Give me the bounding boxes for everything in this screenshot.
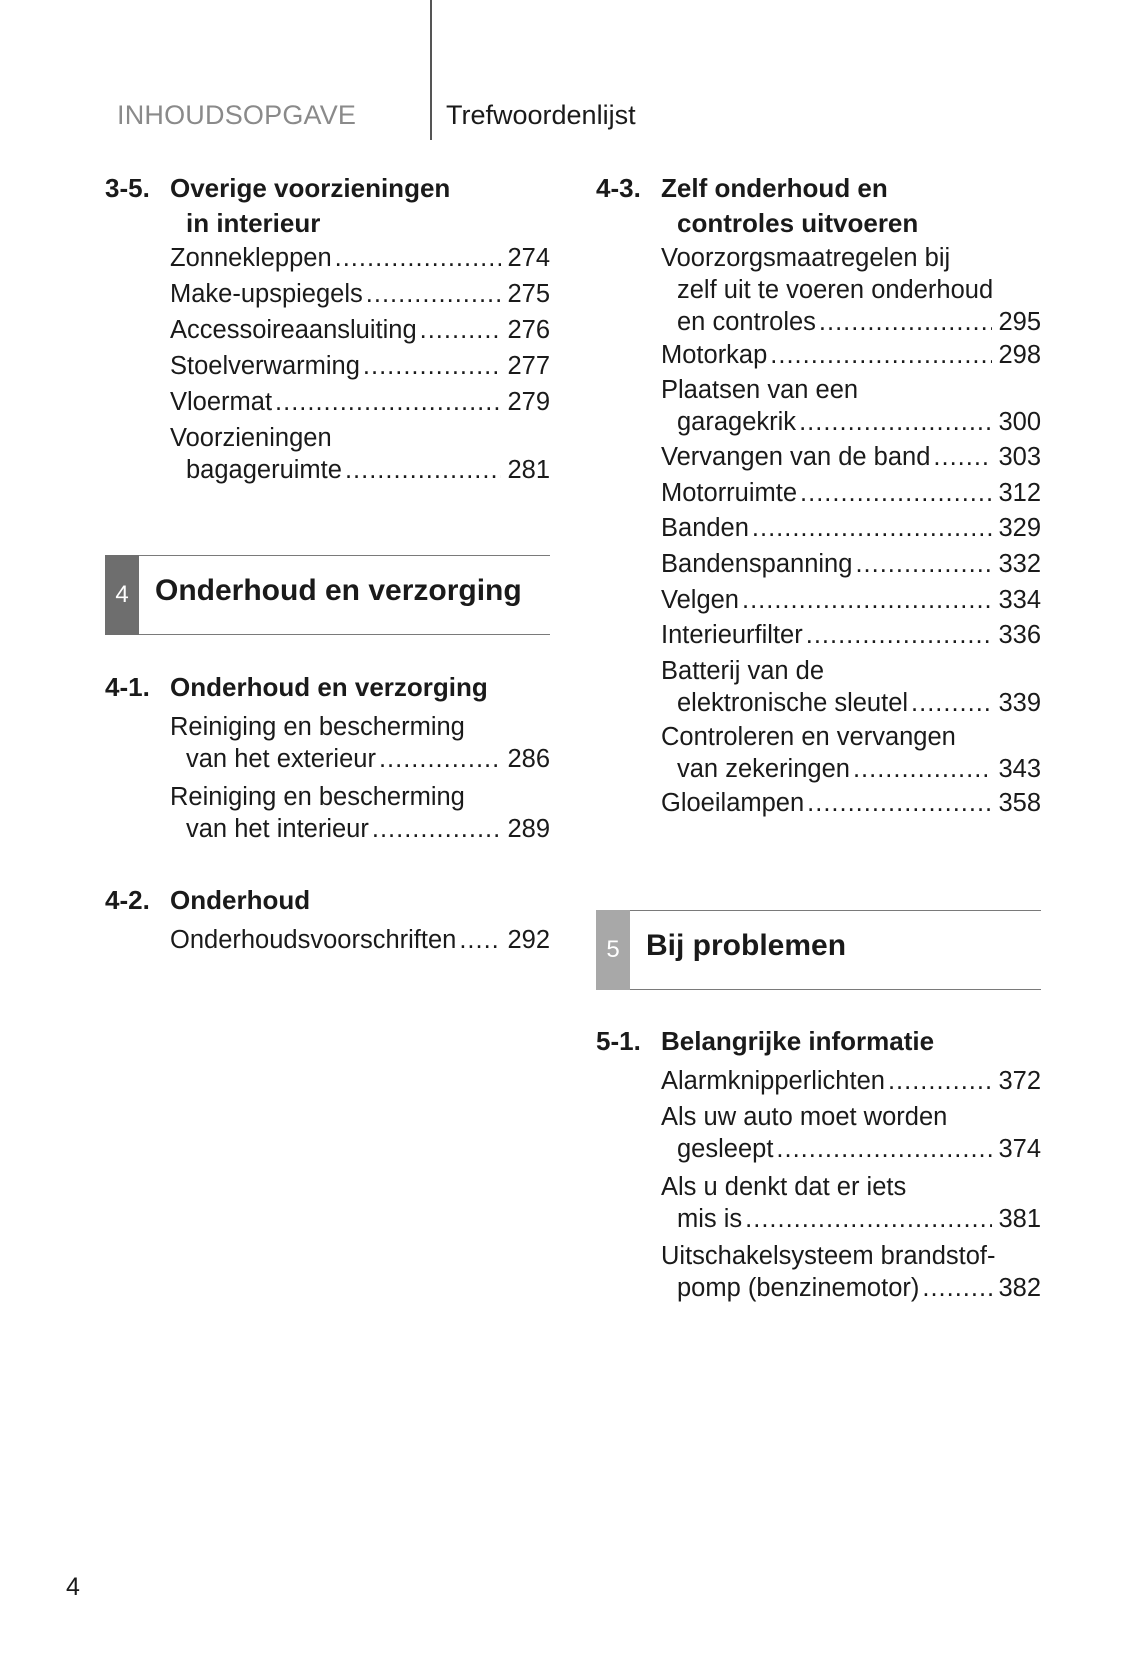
entry-label: Velgen (661, 586, 739, 614)
leader-dots (806, 619, 993, 651)
entry-page: 289 (507, 815, 550, 843)
toc-entry-mis-is[interactable] (661, 1171, 1041, 1235)
section-title-line2: in interieur (186, 208, 321, 238)
entry-label-line1: Controleren en vervangen (661, 723, 956, 751)
entry-page: 274 (507, 244, 550, 272)
entry-label-line2: zelf uit te voeren onderhoud (677, 276, 994, 304)
entry-page: 334 (998, 586, 1041, 614)
toc-entry-voorzieningen-bagageruimte[interactable] (170, 422, 550, 486)
entry-page: 381 (998, 1205, 1041, 1233)
leader-dots (366, 278, 502, 310)
leader-dots (853, 753, 993, 785)
entry-page: 300 (998, 408, 1041, 436)
entry-label-line1: Reiniging en bescherming (170, 713, 465, 741)
leader-dots (819, 306, 993, 338)
section-title: Onderhoud (170, 885, 311, 915)
entry-label-line1: Uitschakelsysteem brandstof- (661, 1242, 996, 1270)
entry-page: 312 (998, 479, 1041, 507)
entry-page: 286 (507, 745, 550, 773)
entry-page: 275 (507, 280, 550, 308)
toc-entry-stoelverwarming[interactable] (170, 350, 550, 382)
entry-page: 329 (998, 514, 1041, 542)
section-title (170, 171, 550, 241)
toc-entry-alarmknipperlichten[interactable] (661, 1065, 1041, 1097)
entry-label: van het interieur (186, 815, 369, 843)
entry-page: 358 (998, 789, 1041, 817)
leader-dots (363, 350, 502, 382)
chapter-banner-5 (596, 910, 1041, 990)
entry-label: pomp (benzinemotor) (677, 1274, 920, 1302)
entry-page: 339 (998, 689, 1041, 717)
entry-page: 276 (507, 316, 550, 344)
entry-label: van zekeringen (677, 755, 850, 783)
section-number: 4-3. (596, 173, 641, 203)
chapter-title: Onderhoud en verzorging (155, 574, 522, 607)
entry-label: gesleept (677, 1135, 774, 1163)
leader-dots (335, 242, 502, 274)
leader-dots (855, 548, 992, 580)
toc-entry-gloeilampen[interactable] (661, 787, 1041, 819)
entry-label: Make-upspiegels (170, 280, 363, 308)
toc-entry-zekeringen[interactable] (661, 721, 1041, 785)
chapter-number: 5 (596, 910, 630, 990)
page-number: 4 (66, 1573, 80, 1601)
entry-label-line1: Reiniging en bescherming (170, 783, 465, 811)
toc-entry-banden[interactable] (661, 512, 1041, 544)
section-title-line2: controles uitvoeren (677, 208, 919, 238)
leader-dots (420, 314, 502, 346)
section-number: 3-5. (105, 173, 150, 203)
entry-page: 336 (998, 621, 1041, 649)
leader-dots (345, 454, 502, 486)
entry-page: 332 (998, 550, 1041, 578)
toc-entry-onderhoudsvoorschriften[interactable] (170, 924, 550, 956)
chapter-number: 4 (105, 555, 139, 635)
header-divider (430, 0, 432, 140)
entry-label: elektronische sleutel (677, 689, 909, 717)
entry-label: Bandenspanning (661, 550, 853, 578)
entry-page: 292 (507, 926, 550, 954)
section-number: 4-2. (105, 885, 150, 915)
entry-label: Accessoireaansluiting (170, 316, 417, 344)
entry-label: van het exterieur (186, 745, 376, 773)
entry-label-line1: Als uw auto moet worden (661, 1103, 948, 1131)
entry-label: Zonnekleppen (170, 244, 332, 272)
leader-dots (911, 687, 992, 719)
toc-entry-batterij-sleutel[interactable] (661, 655, 1041, 719)
entry-page: 343 (998, 755, 1041, 783)
section-number: 5-1. (596, 1026, 641, 1056)
toc-entry-uitschakelsysteem[interactable] (661, 1240, 1041, 1304)
chapter-title: Bij problemen (646, 929, 847, 962)
toc-entry-velgen[interactable] (661, 584, 1041, 616)
toc-entry-reiniging-interieur[interactable] (170, 781, 550, 845)
leader-dots (770, 339, 992, 371)
leader-dots (799, 406, 992, 438)
entry-label-line1: Voorzorgsmaatregelen bij (661, 244, 951, 272)
entry-label: Stoelverwarming (170, 352, 360, 380)
section-title-line1: Zelf onderhoud en (661, 173, 888, 203)
toc-entry-make-upspiegels[interactable] (170, 278, 550, 310)
toc-entry-interieurfilter[interactable] (661, 619, 1041, 651)
entry-page: 303 (998, 443, 1041, 471)
leader-dots (800, 477, 992, 509)
entry-label-line1: Plaatsen van een (661, 376, 859, 404)
entry-label: bagageruimte (186, 456, 342, 484)
entry-label: garagekrik (677, 408, 797, 436)
toc-entry-accessoireaansluiting[interactable] (170, 314, 550, 346)
entry-page: 374 (998, 1135, 1041, 1163)
leader-dots (742, 584, 992, 616)
entry-label: mis is (677, 1205, 743, 1233)
entry-label-line1: Batterij van de (661, 657, 825, 685)
entry-label: Vloermat (170, 388, 273, 416)
toc-entry-zonnekleppen[interactable] (170, 242, 550, 274)
entry-page: 279 (507, 388, 550, 416)
entry-page: 295 (998, 308, 1041, 336)
entry-label: Motorruimte (661, 479, 798, 507)
entry-label-line1: Als u denkt dat er iets (661, 1173, 907, 1201)
leader-dots (922, 1272, 992, 1304)
leader-dots (745, 1203, 992, 1235)
leader-dots (275, 386, 501, 418)
leader-dots (459, 924, 501, 956)
entry-page: 281 (507, 456, 550, 484)
entry-label: Vervangen van de band (661, 443, 931, 471)
leader-dots (776, 1133, 992, 1165)
entry-label-line1: Voorzieningen (170, 424, 332, 452)
header-inhoudsopgave[interactable]: INHOUDSOPGAVE (117, 100, 357, 130)
entry-label: Onderhoudsvoorschriften (170, 926, 457, 954)
entry-label: Gloeilampen (661, 789, 805, 817)
section-title (661, 171, 1041, 241)
toc-entry-motorruimte[interactable] (661, 477, 1041, 509)
chapter-banner-4 (105, 555, 550, 635)
toc-entry-bandenspanning[interactable] (661, 548, 1041, 580)
section-title: Onderhoud en verzorging (170, 672, 488, 702)
entry-label: en controles (677, 308, 816, 336)
entry-label: Interieurfilter (661, 621, 803, 649)
section-title-line1: Overige voorzieningen (170, 173, 451, 203)
leader-dots (933, 441, 992, 473)
entry-page: 382 (998, 1274, 1041, 1302)
toc-entry-reiniging-exterieur[interactable] (170, 711, 550, 775)
header-trefwoordenlijst[interactable]: Trefwoordenlijst (446, 100, 636, 130)
leader-dots (379, 743, 502, 775)
toc-entry-garagekrik[interactable] (661, 374, 1041, 438)
entry-label: Banden (661, 514, 749, 542)
toc-entry-motorkap[interactable] (661, 339, 1041, 371)
section-number: 4-1. (105, 672, 150, 702)
toc-entry-gesleept[interactable] (661, 1101, 1041, 1165)
entry-label: Alarmknipperlichten (661, 1067, 885, 1095)
leader-dots (752, 512, 993, 544)
toc-entry-voorzorgsmaatregelen[interactable] (661, 242, 1041, 338)
entry-page: 298 (998, 341, 1041, 369)
leader-dots (372, 813, 502, 845)
toc-entry-vervangen-band[interactable] (661, 441, 1041, 473)
toc-entry-vloermat[interactable] (170, 386, 550, 418)
leader-dots (888, 1065, 993, 1097)
entry-page: 277 (507, 352, 550, 380)
leader-dots (807, 787, 992, 819)
entry-label: Motorkap (661, 341, 768, 369)
section-title: Belangrijke informatie (661, 1026, 935, 1056)
entry-page: 372 (998, 1067, 1041, 1095)
